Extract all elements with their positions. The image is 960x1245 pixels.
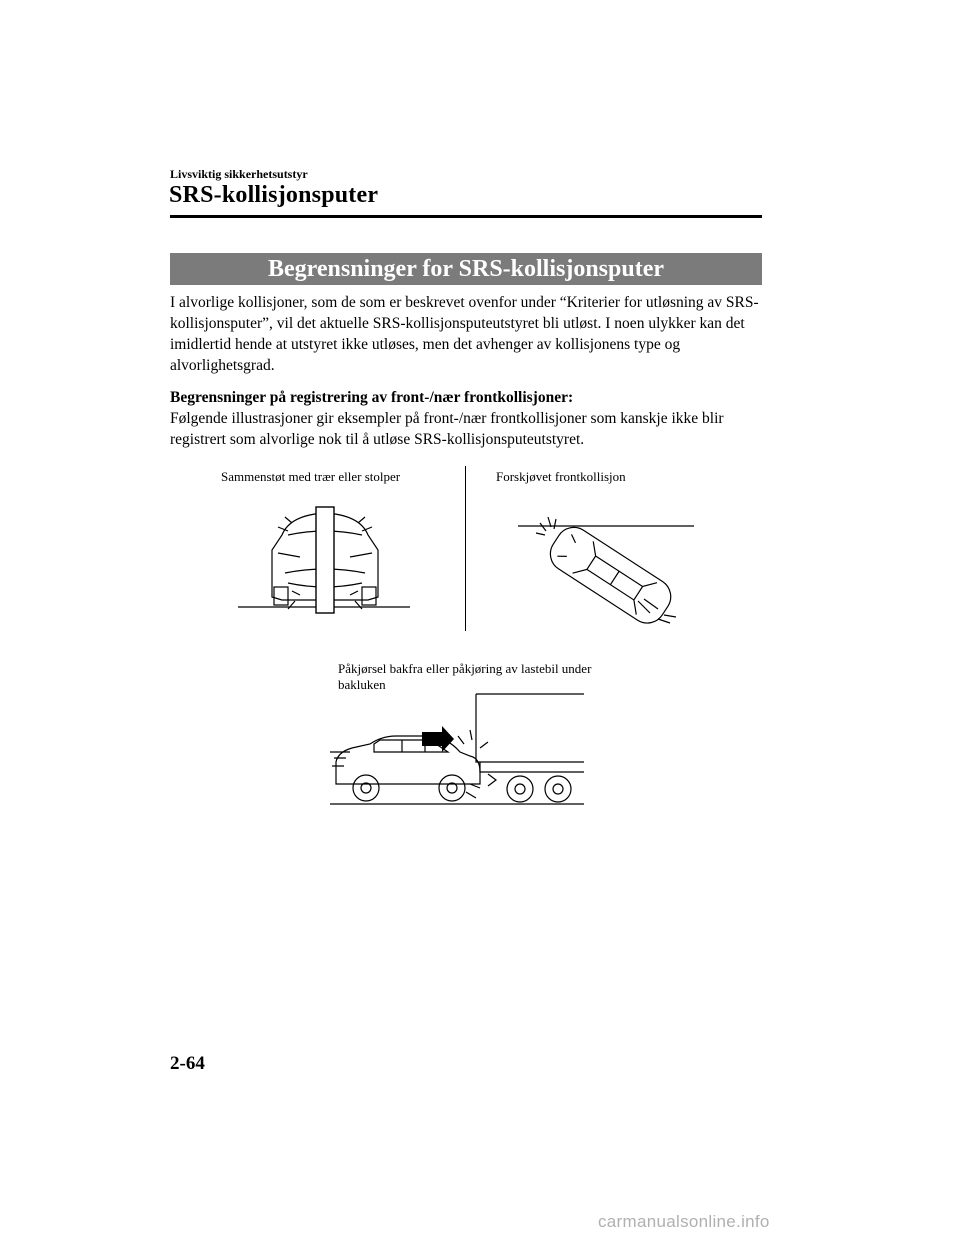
section-kicker: Livsviktig sikkerhetsutstyr [170, 167, 308, 181]
header-rule [170, 215, 762, 218]
intro-paragraph: I alvorlige kollisjoner, som de som er beskrevet ovenfor under “Kriterier for utløsning av SRS-kollisjonsputer”, vil det aktuelle SRS-kollisjonsputeutstyret bli utløst. I noen ulykker kan det imidlertid hende at utstyret ikke utløses, men det avhenger av kollisjonens type og alvorlighetsgrad. [170, 294, 759, 374]
offset-collision-caption: Forskjøvet frontkollisjon [496, 469, 626, 484]
subheading: Begrensninger på registrering av front-/nær frontkollisjoner: [170, 389, 574, 406]
chapter-title: SRS-kollisjonsputer [169, 182, 379, 208]
underride-collision-illustration [330, 692, 586, 808]
site-watermark: carmanualsonline.info [598, 1212, 770, 1231]
offset-collision-illustration [518, 515, 698, 627]
page-number: 2-64 [170, 1053, 205, 1074]
subheading-paragraph: Følgende illustrasjoner gir eksempler på front-/nær frontkollisjoner som kanskje ikke blir registrert som alvorlige nok til å utløse SRS-kollisjonsputeutstyret. [170, 410, 724, 448]
section-banner: Begrensninger for SRS-kollisjonsputer [170, 253, 762, 285]
pole-collision-illustration [230, 505, 415, 615]
underride-collision-caption: Påkjørsel bakfra eller påkjøring av lastebil under bakluken [338, 661, 592, 692]
pole-collision-caption: Sammenstøt med trær eller stolper [221, 469, 401, 484]
illustration-divider [465, 466, 466, 631]
